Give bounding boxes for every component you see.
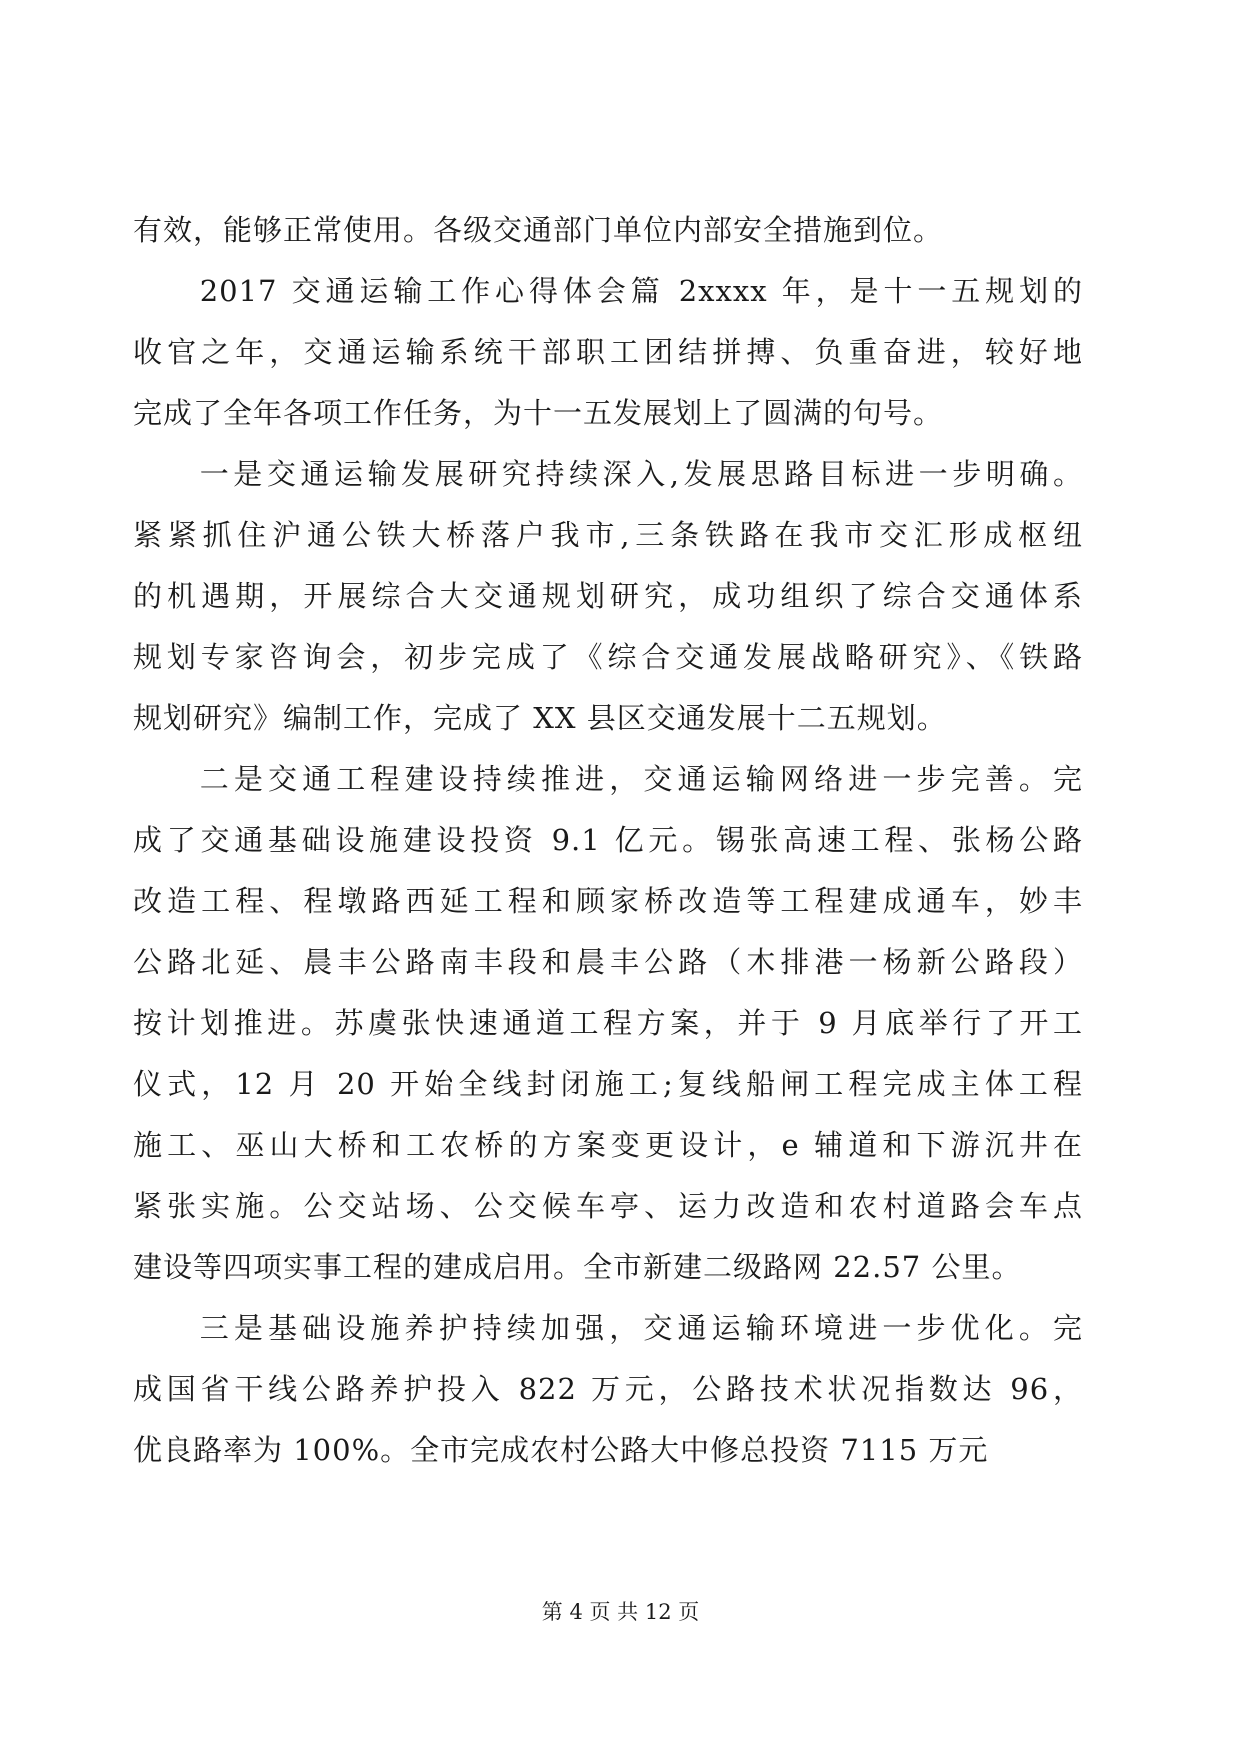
paragraph: [133, 1298, 1083, 1481]
text-line: 按计划推进。苏虞张快速通道工程方案，并于 9 月底举行了开工: [133, 1006, 1083, 1040]
text-line: 规划专家咨询会，初步完成了《综合交通发展战略研究》、《铁路: [133, 640, 1083, 674]
text-line: 建设等四项实事工程的建成启用。全市新建二级路网 22.57 公里。: [133, 1250, 1022, 1284]
text-line: 成了交通基础设施建设投资 9.1 亿元。锡张高速工程、张杨公路: [133, 823, 1083, 857]
text-line: 优良路率为 100%。全市完成农村公路大中修总投资 7115 万元: [133, 1433, 989, 1467]
page-footer: 第 4 页 共 12 页: [541, 1600, 700, 1624]
paragraph: [133, 261, 1083, 444]
paragraph: [133, 200, 1083, 261]
text-line: 有效，能够正常使用。各级交通部门单位内部安全措施到位。: [133, 213, 944, 247]
text-line: 紧紧抓住沪通公铁大桥落户我市,三条铁路在我市交汇形成枢纽: [133, 518, 1083, 552]
text-line: 施工、巫山大桥和工农桥的方案变更设计，e 辅道和下游沉井在: [133, 1128, 1083, 1162]
text-line: 公路北延、晨丰公路南丰段和晨丰公路（木排港一杨新公路段）: [133, 945, 1083, 979]
document-body: [133, 200, 1083, 1481]
text-line: 一是交通运输发展研究持续深入,发展思路目标进一步明确。: [199, 457, 1083, 491]
paragraph: [133, 444, 1083, 749]
text-line: 规划研究》编制工作，完成了 XX 县区交通发展十二五规划。: [133, 701, 947, 735]
text-line: 改造工程、程墩路西延工程和顾家桥改造等工程建成通车，妙丰: [133, 884, 1083, 918]
text-line: 仪式，12 月 20 开始全线封闭施工;复线船闸工程完成主体工程: [133, 1067, 1083, 1101]
text-line: 三是基础设施养护持续加强，交通运输环境进一步优化。完: [199, 1311, 1083, 1345]
text-line: 2017 交通运输工作心得体会篇 2xxxx 年，是十一五规划的: [199, 274, 1083, 308]
text-line: 完成了全年各项工作任务，为十一五发展划上了圆满的句号。: [133, 396, 944, 430]
text-line: 收官之年，交通运输系统干部职工团结拼搏、负重奋进，较好地: [133, 335, 1083, 369]
paragraph: [133, 749, 1083, 1298]
text-line: 二是交通工程建设持续推进，交通运输网络进一步完善。完: [199, 762, 1083, 796]
text-line: 成国省干线公路养护投入 822 万元，公路技术状况指数达 96，: [133, 1372, 1083, 1406]
text-line: 的机遇期，开展综合大交通规划研究，成功组织了综合交通体系: [133, 579, 1083, 613]
text-line: 紧张实施。公交站场、公交候车亭、运力改造和农村道路会车点: [133, 1189, 1083, 1223]
